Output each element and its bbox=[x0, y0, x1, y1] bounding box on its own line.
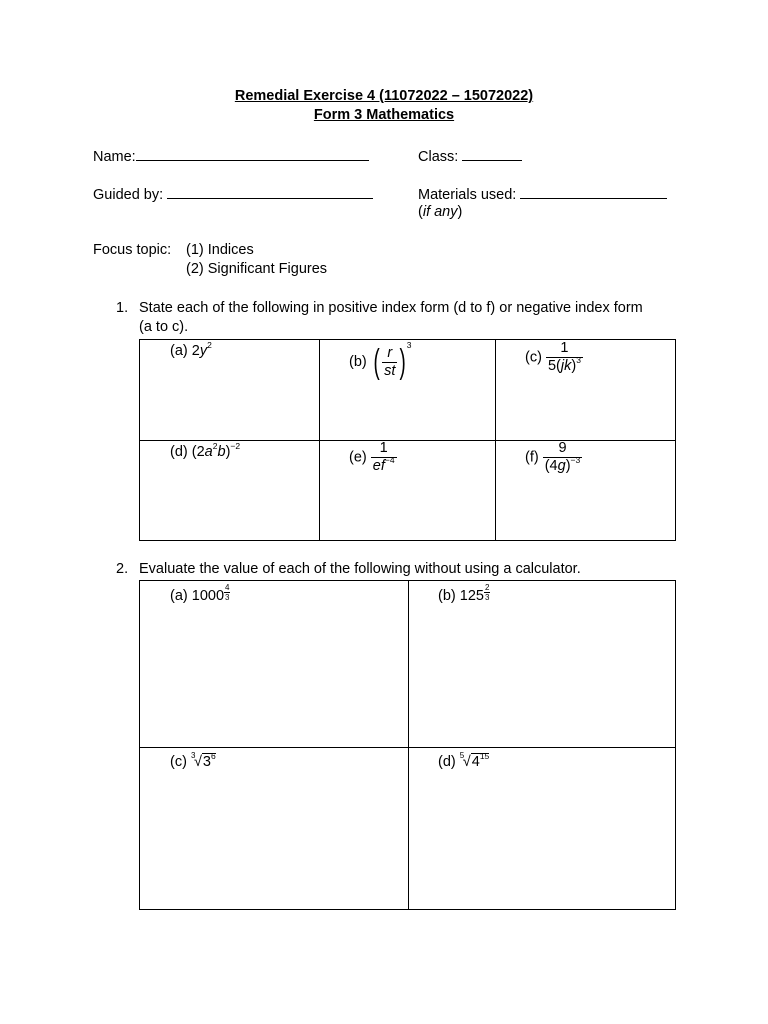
q2c-expression: (c) 3 $√3^6$ bbox=[170, 751, 216, 770]
q1d-expression: (d) $(2a^2b)^{-2}$ bbox=[170, 441, 241, 460]
q1-cell-c[interactable] bbox=[496, 340, 676, 441]
q2d-expression: (d) 5 $√4^{15}$ bbox=[438, 751, 490, 770]
name-blank[interactable] bbox=[136, 146, 369, 161]
q2-number: 2. bbox=[116, 561, 129, 577]
q1b-expression: (b) ( $\frac{r}{st}$ ) 3 bbox=[349, 340, 412, 381]
guided-label: Guided by: bbox=[93, 187, 164, 203]
q1-cell-d[interactable] bbox=[140, 441, 320, 541]
q2-text: Evaluate the value of each of the following without using a calculator. bbox=[139, 561, 581, 577]
q1-cell-a[interactable] bbox=[140, 340, 320, 441]
q1-cell-e[interactable] bbox=[320, 441, 496, 541]
materials-blank[interactable] bbox=[520, 184, 667, 199]
class-field[interactable] bbox=[418, 146, 522, 165]
class-label: Class: bbox=[418, 149, 459, 165]
q2-answer-table bbox=[139, 580, 676, 910]
q2a-expression: (a) 1000 $\frac{4}{3}$ bbox=[170, 583, 230, 604]
q1-answer-table bbox=[139, 339, 676, 541]
q2-cell-d[interactable] bbox=[409, 748, 676, 910]
q1f-expression: (f) $\frac{9}{(4g)^{-3}}$ bbox=[525, 440, 581, 474]
materials-label: Materials used: bbox=[418, 187, 517, 203]
guided-blank[interactable] bbox=[167, 184, 373, 199]
q1-cell-b[interactable] bbox=[320, 340, 496, 441]
document-title: Remedial Exercise 4 (11072022 – 15072022) bbox=[234, 88, 534, 104]
q2-cell-b[interactable] bbox=[409, 581, 676, 748]
q2b-expression: (b) 125 $\frac{2}{3}$ bbox=[438, 583, 490, 604]
q1-text-line1: State each of the following in positive index form (d to f) or negative index form bbox=[139, 300, 643, 316]
q1c-expression: (c) $\frac{1}{5(jk)^3}$ bbox=[525, 340, 581, 374]
q2-cell-c[interactable] bbox=[140, 748, 409, 910]
class-blank[interactable] bbox=[462, 146, 522, 161]
q1e-expression: (e) $\frac{1}{ef^{-4}}$ bbox=[349, 440, 395, 474]
q2-cell-a[interactable] bbox=[140, 581, 409, 748]
guided-field[interactable] bbox=[93, 184, 373, 203]
focus-topic-1: (1) Indices bbox=[186, 242, 254, 258]
q1-cell-f[interactable] bbox=[496, 441, 676, 541]
q1-text-line2: (a to c). bbox=[139, 319, 189, 335]
document-subtitle: Form 3 Mathematics bbox=[313, 107, 455, 123]
focus-label: Focus topic: bbox=[93, 242, 172, 258]
materials-field[interactable] bbox=[418, 184, 667, 203]
name-field[interactable] bbox=[93, 146, 369, 165]
focus-topic-2: (2) Significant Figures bbox=[186, 261, 328, 277]
materials-note: (if any) bbox=[418, 204, 463, 220]
name-label: Name: bbox=[93, 149, 136, 165]
q1a-expression: (a) $2y^2$ bbox=[170, 340, 212, 359]
q1-number: 1. bbox=[116, 300, 129, 316]
